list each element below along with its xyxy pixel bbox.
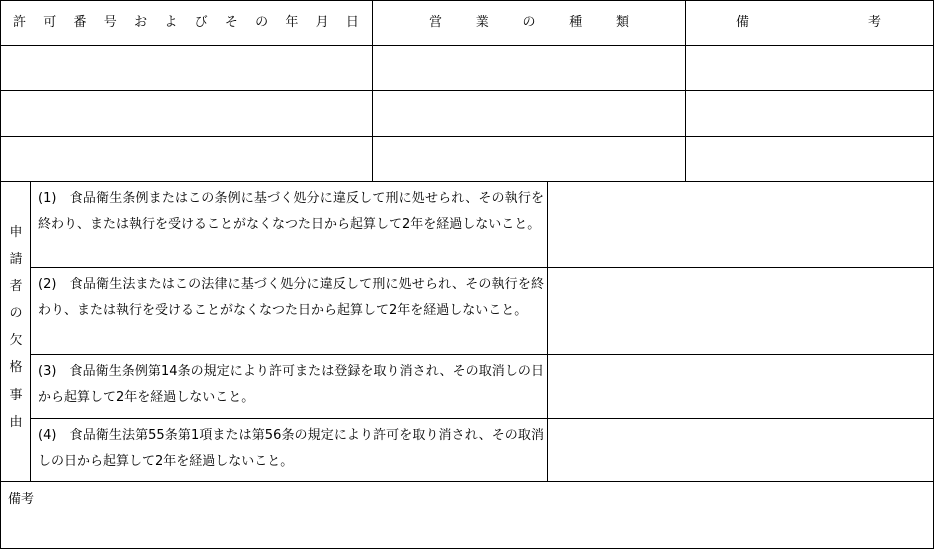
table-border-top	[0, 0, 934, 1]
header-char: 番	[73, 15, 87, 30]
label-char: の	[9, 306, 23, 322]
disqualification-label	[8, 226, 24, 443]
header-remarks	[736, 16, 881, 29]
header-char: 号	[103, 15, 117, 30]
label-char: 欠	[9, 333, 23, 349]
disqualification-item-4: (4) 食品衛生法第55条第1項または第56条の規定により許可を取り消され、その取消しの日から起算して2年を経過しないこと。	[38, 428, 544, 469]
header-char: 業	[475, 15, 489, 30]
disqualification-item-1: (1) 食品衛生条例またはこの条例に基づく処分に違反して刑に処せられ、その執行を終わり、または執行を受けることがなくなつた日から起算して2年を経過しないこと。	[38, 191, 544, 232]
table-border-left	[0, 0, 1, 549]
header-char: 月	[315, 15, 329, 30]
header-char: よ	[164, 15, 178, 30]
label-char: 事	[9, 387, 23, 403]
value-column-divider	[547, 181, 548, 481]
column-divider	[685, 0, 686, 181]
header-business-type	[429, 16, 629, 29]
header-char: 許	[13, 15, 27, 30]
item-divider	[30, 267, 934, 268]
item-divider	[30, 354, 934, 355]
header-char: び	[194, 15, 208, 30]
header-char: そ	[224, 15, 238, 30]
header-divider	[0, 45, 934, 46]
header-char: の	[255, 15, 269, 30]
header-char: 備	[736, 15, 750, 30]
label-char: 者	[9, 279, 23, 295]
row-divider	[0, 136, 934, 137]
header-char: 類	[615, 15, 629, 30]
disqualification-item-2: (2) 食品衛生法またはこの法律に基づく処分に違反して刑に処せられ、その執行を終わり、または執行を受けることがなくなつた日から起算して2年を経過しないこと。	[38, 277, 544, 318]
label-char: 請	[9, 252, 23, 268]
label-char: 由	[9, 414, 23, 430]
header-char: 種	[569, 15, 583, 30]
header-char: 日	[345, 15, 359, 30]
label-column-divider	[30, 181, 31, 481]
section-divider	[0, 481, 934, 482]
header-char: 考	[867, 15, 881, 30]
header-char: 可	[43, 15, 57, 30]
header-char: 年	[285, 15, 299, 30]
label-char: 申	[9, 225, 23, 240]
row-divider	[0, 181, 934, 182]
column-divider	[372, 0, 373, 181]
header-char: 営	[429, 15, 443, 30]
item-divider	[30, 418, 934, 419]
header-license-number	[13, 16, 359, 29]
header-char: お	[134, 15, 148, 30]
footer-remarks-label: 備考	[8, 492, 35, 507]
header-char: の	[522, 15, 536, 30]
label-char: 格	[9, 360, 23, 376]
row-divider	[0, 90, 934, 91]
disqualification-item-3: (3) 食品衛生条例第14条の規定により許可または登録を取り消され、その取消しの日から起算して2年を経過しないこと。	[38, 364, 544, 405]
